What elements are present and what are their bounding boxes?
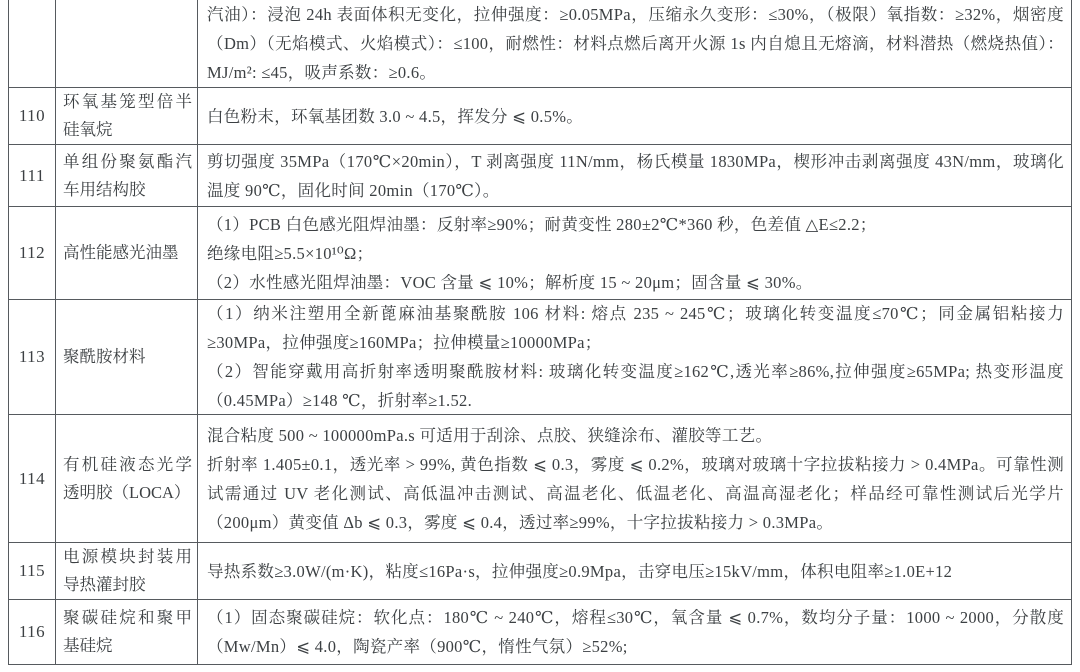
table-row — [9, 88, 1071, 145]
row-number-cell: 111 — [9, 145, 56, 206]
desc-paragraph: 折射率 1.405±0.1，透光率 > 99%, 黄色指数 ⩽ 0.3，雾度 ⩽ 0.2%，玻璃对玻璃十字拉拔粘接力 > 0.4MPa。可靠性测试需通过 UV 老化测试、高低温冲击测试、高温老化、低温老化、高温高湿老化；样品经可靠性测试后光学片（200μm）黄变值 Δb ⩽ 0.3，雾度 ⩽ 0.4，透过率≥99%，十字拉拔粘接力 > 0.3MPa。 — [207, 454, 1064, 532]
desc-paragraph: 绝缘电阻≥5.5×10¹⁰Ω； — [207, 243, 374, 263]
row-number-cell: 110 — [9, 88, 56, 144]
table-row — [9, 0, 1071, 88]
material-name-cell: 高性能感光油墨 — [56, 207, 198, 299]
desc-paragraph: （2）智能穿戴用高折射率透明聚酰胺材料: 玻璃化转变温度≥162℃,透光率≥86%,拉伸强度≥65MPa; 热变形温度（0.45MPa）≥148 ℃，折射率≥1.52. — [207, 362, 1064, 410]
row-number-cell — [9, 0, 56, 87]
material-name-cell: 聚酰胺材料 — [56, 300, 198, 414]
material-desc-cell — [198, 543, 1071, 599]
material-desc-cell — [198, 600, 1071, 664]
desc-paragraph: （1）PCB 白色感光阻焊油墨：反射率≥90%；耐黄变性 280±2℃*360 秒，色差值 △E≤2.2； — [207, 214, 877, 234]
material-name-cell: 电源模块封装用导热灌封胶 — [56, 543, 198, 599]
material-desc-cell — [198, 88, 1071, 144]
row-number-cell: 116 — [9, 600, 56, 664]
table-row — [9, 300, 1071, 415]
desc-paragraph: （1）固态聚碳硅烷：软化点：180℃ ~ 240℃，熔程≤30℃，氧含量 ⩽ 0.7%，数均分子量：1000 ~ 2000，分散度（Mw/Mn）⩽ 4.0，陶瓷产率（900℃，惰性气氛）≥52%; — [207, 608, 1064, 656]
row-number-cell: 115 — [9, 543, 56, 599]
material-name-cell — [56, 0, 198, 87]
table-row — [9, 543, 1071, 600]
material-desc-cell — [198, 300, 1071, 414]
material-desc-cell — [198, 145, 1071, 206]
desc-paragraph: 导热系数≥3.0W/(m·K)，粘度≤16Pa·s，拉伸强度≥0.9Mpa，击穿电压≥15kV/mm，体积电阻率≥1.0E+12 — [207, 561, 953, 581]
material-desc-cell — [198, 0, 1071, 87]
material-desc-cell — [198, 415, 1071, 542]
table-row — [9, 207, 1071, 300]
desc-paragraph: 剪切强度 35MPa（170℃×20min），T 剥离强度 11N/mm，杨氏模量 1830MPa，楔形冲击剥离强度 43N/mm，玻璃化温度 90℃，固化时间 20min（170℃）。 — [207, 151, 1064, 200]
materials-table — [8, 0, 1072, 665]
desc-paragraph: （2）水性感光阻焊油墨：VOC 含量 ⩽ 10%；解析度 15 ~ 20μm；固含量 ⩽ 30%。 — [207, 272, 813, 292]
material-name-cell: 单组份聚氨酯汽车用结构胶 — [56, 145, 198, 206]
desc-paragraph: （1）纳米注塑用全新蓖麻油基聚酰胺 106 材料: 熔点 235 ~ 245℃；玻璃化转变温度≤70℃；同金属铝粘接力≥30MPa，拉伸强度≥160MPa；拉伸模量≥10000MPa； — [207, 304, 1064, 352]
row-number-cell: 113 — [9, 300, 56, 414]
table-row — [9, 145, 1071, 207]
desc-paragraph: 白色粉末，环氧基团数 3.0 ~ 4.5，挥发分 ⩽ 0.5%。 — [207, 106, 584, 126]
row-number-cell: 112 — [9, 207, 56, 299]
desc-paragraph: 汽油）：浸泡 24h 表面体积无变化，拉伸强度：≥0.05MPa，压缩永久变形：≤30%，（极限）氧指数：≥32%，烟密度（Dm）（无焰模式、火焰模式）：≤100，耐燃性：材料点燃后离开火源 1s 内自熄且无熔滴，材料潜热（燃烧热值）：MJ/m²: ≤45，吸声系数：≥0.6。 — [207, 5, 1064, 82]
material-name-cell: 聚碳硅烷和聚甲基硅烷 — [56, 600, 198, 664]
material-desc-cell — [198, 207, 1071, 299]
desc-paragraph: 混合粘度 500 ~ 100000mPa.s 可适用于刮涂、点胶、狭缝涂布、灌胶等工艺。 — [207, 425, 773, 445]
table-row — [9, 415, 1071, 543]
row-number-cell: 114 — [9, 415, 56, 542]
material-name-cell: 有机硅液态光学透明胶（LOCA） — [56, 415, 198, 542]
material-name-cell: 环氧基笼型倍半硅氧烷 — [56, 88, 198, 144]
table-row — [9, 600, 1071, 665]
